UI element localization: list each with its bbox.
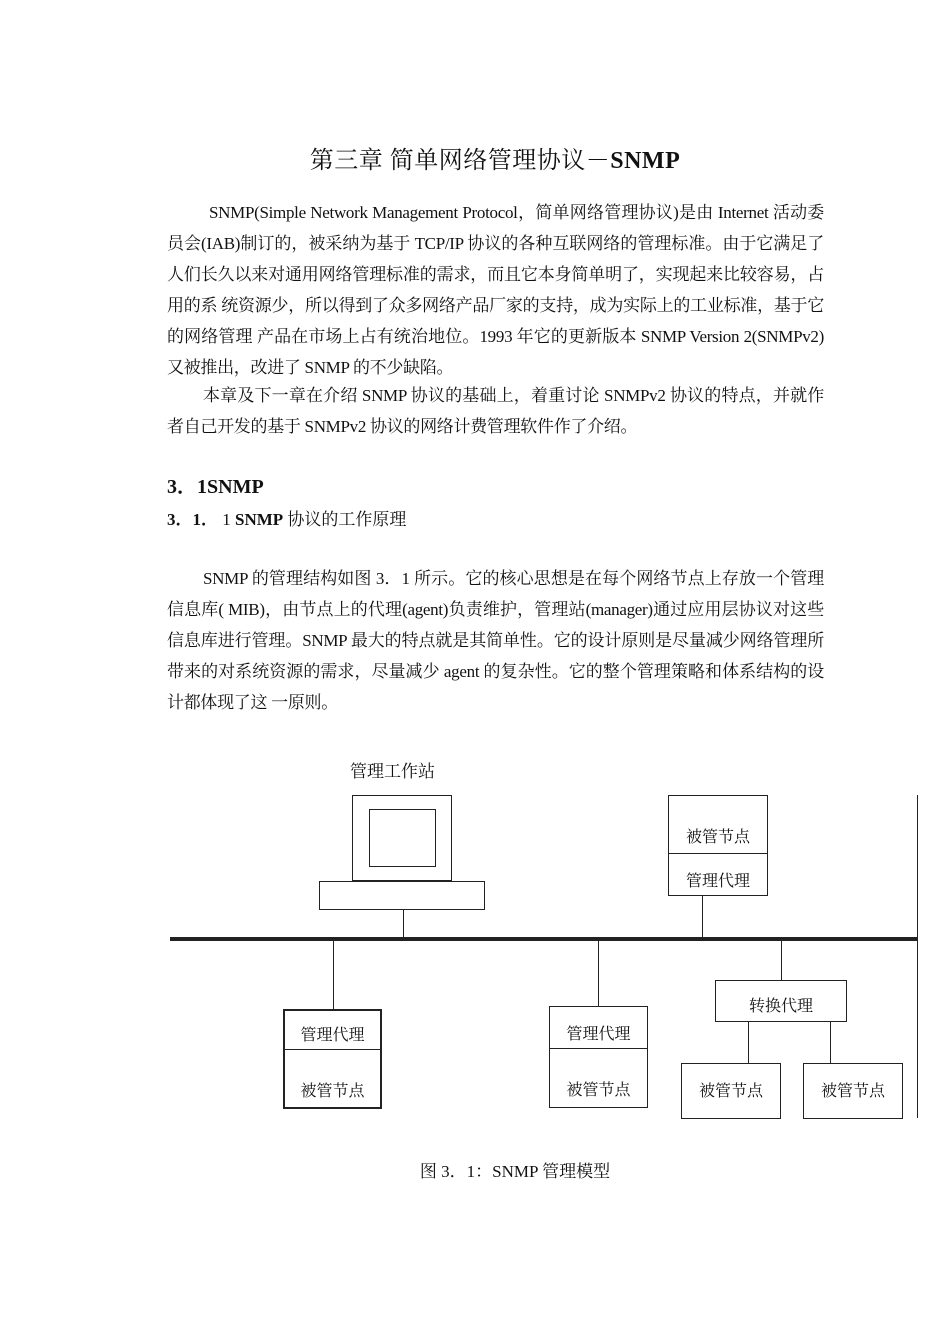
- monitor-screen: [369, 809, 436, 867]
- network-bus: [170, 937, 918, 941]
- managed-node-label: 被管节点: [300, 1083, 365, 1100]
- section-title: SNMP: [207, 476, 264, 498]
- chapter-title: [0, 140, 950, 175]
- subsection-heading: [167, 505, 406, 530]
- managed-node-proxy-left: [681, 1063, 781, 1119]
- node-divider: [550, 1048, 647, 1049]
- keyboard-base: [319, 881, 485, 910]
- managed-node-label: 被管节点: [820, 1083, 885, 1100]
- proxy-agent-box: [715, 980, 847, 1022]
- managed-node-label: 被管节点: [685, 829, 750, 846]
- agent-node-left: [283, 1009, 382, 1109]
- agent-label: 管理代理: [300, 1027, 365, 1044]
- middle-node-connector: [598, 941, 599, 1006]
- proxy-connector: [781, 941, 782, 980]
- subsection-number-2: 1: [222, 510, 231, 529]
- chapter-overview-paragraph: 本章及下一章在介绍 SNMP 协议的基础上，着重讨论 SNMPv2 协议的特点，并就作者自己开发的基于 SNMPv2 协议的网络计费管理软件作了介绍。: [167, 386, 824, 436]
- left-node-connector: [333, 941, 334, 1009]
- managed-node-label: 被管节点: [698, 1083, 763, 1100]
- chapter-title-cn: 第三章 简单网络管理协议－: [309, 148, 611, 174]
- intro-paragraph: SNMP(Simple Network Management Protocol，简单网络管理协议)是由 Internet 活动委 员会(IAB)制订的，被采纳为基于 TCP/IP 协议的各种互联网络的管理标准。由于它满足了人们长久以来对通用网络管理标准的需求，而且它本身简单明了，实现起来比较容易，占用的系 统资源少，所以得到了众多网络产品厂家的支持，成为实际上的工业标准，基于它的网络管理 产品在市场上占有统治地位。1993 年它的更新版本 SNMP Version 2(SNMPv2)又被推出，改进了 SNMP 的不少缺陷。: [167, 203, 824, 377]
- station-connector: [403, 910, 404, 939]
- station-label: 管理工作站: [350, 762, 435, 781]
- agent-label: 管理代理: [685, 873, 750, 890]
- node-divider: [285, 1049, 380, 1050]
- right-border-line: [917, 795, 918, 1118]
- managed-node-top: [668, 795, 768, 896]
- section-heading: [167, 470, 264, 499]
- subsection-number: 3．1．: [167, 510, 218, 529]
- proxy-left-connector: [748, 1022, 749, 1064]
- chapter-title-en: SNMP: [610, 148, 681, 174]
- section-number: 3．1: [167, 476, 207, 498]
- agent-node-middle: [549, 1006, 648, 1108]
- agent-label: 管理代理: [566, 1026, 631, 1043]
- proxy-right-connector: [830, 1022, 831, 1064]
- subsection-rest: 协议的工作原理: [287, 510, 407, 529]
- structure-paragraph: SNMP 的管理结构如图 3．1 所示。它的核心思想是在每个网络节点上存放一个管理信息库( MIB)，由节点上的代理(agent)负责维护，管理站(manager)通过应用层协议对这些信息库进行管理。SNMP 最大的特点就是其简单性。它的设计原则是尽量减少网络管理所带来的对系统资源的需求，尽量减少 agent 的复杂性。它的整个管理策略和体系结构的设计都体现了这 一原则。: [167, 569, 824, 712]
- subsection-bold: SNMP: [235, 510, 284, 529]
- figure-caption: 图 3．1：SNMP 管理模型: [419, 1162, 611, 1181]
- managed-node-proxy-right: [803, 1063, 903, 1119]
- proxy-label: 转换代理: [748, 998, 813, 1015]
- top-node-connector: [702, 896, 703, 939]
- managed-node-label: 被管节点: [566, 1082, 631, 1099]
- node-divider: [669, 853, 767, 854]
